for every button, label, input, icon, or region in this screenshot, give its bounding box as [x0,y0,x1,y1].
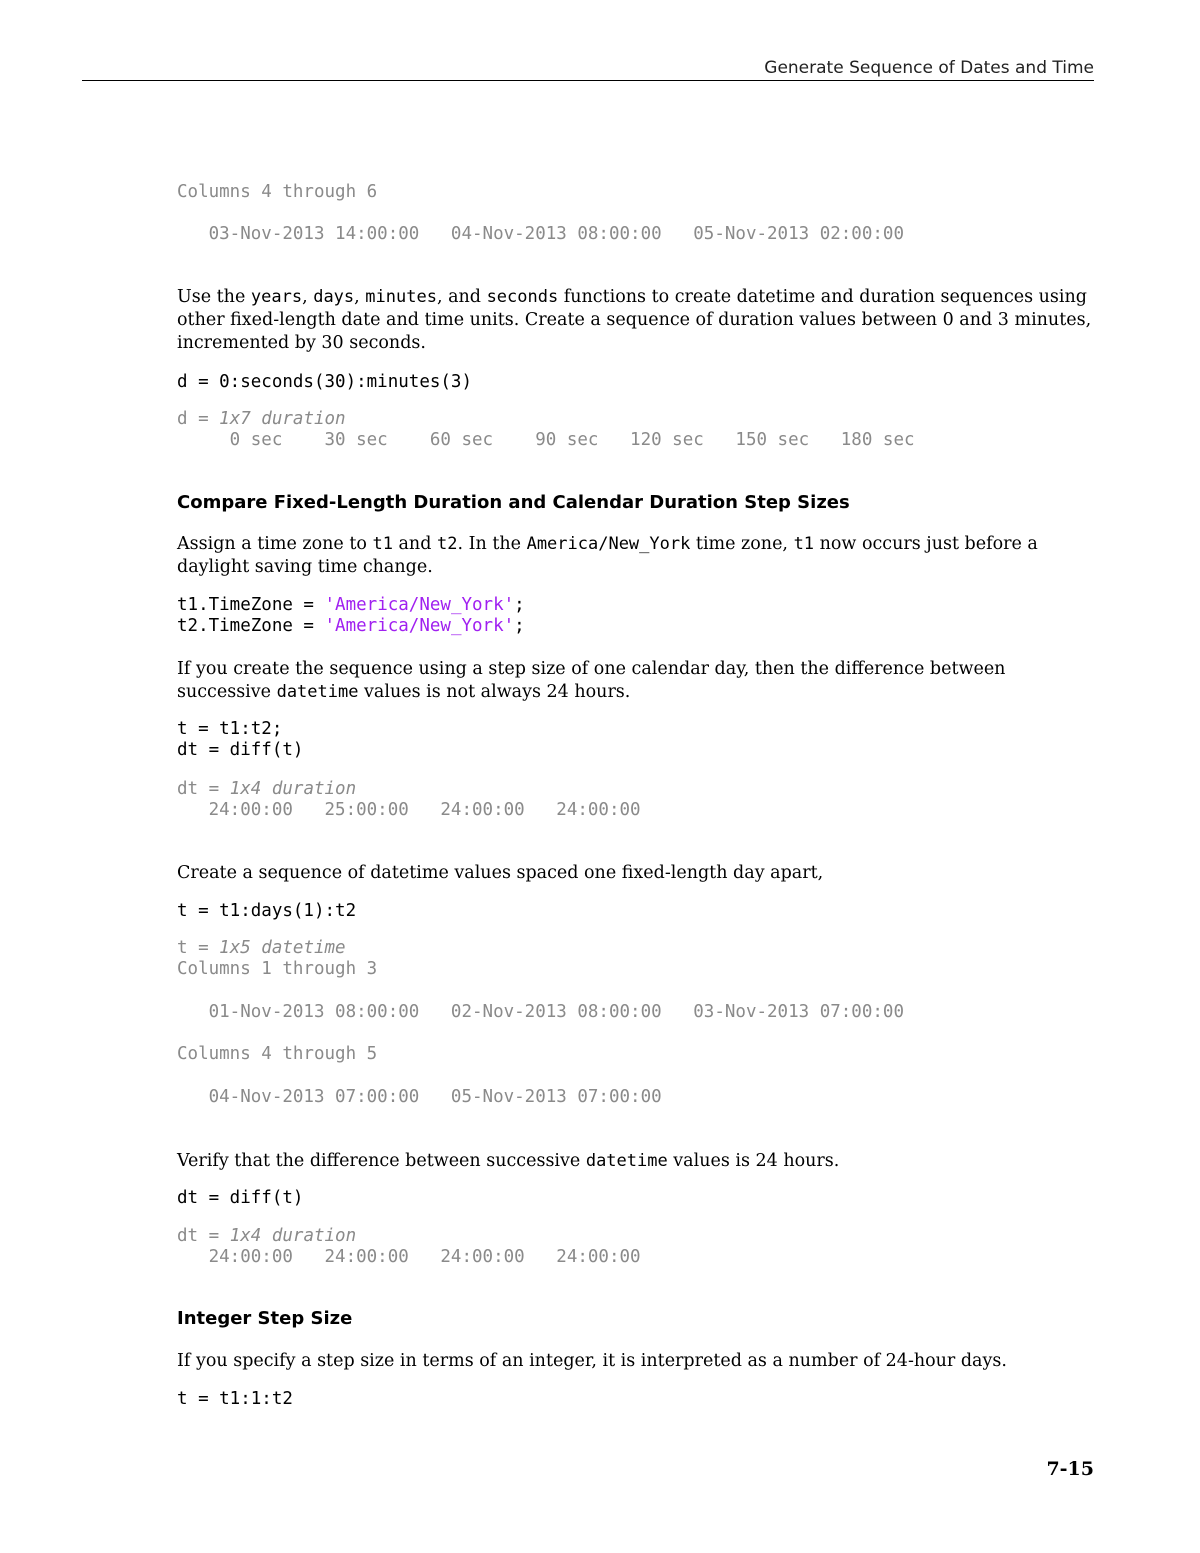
output-duration-values: 0 sec 30 sec 60 sec 90 sec 120 sec 150 sec 180 sec [177,430,915,450]
code-line-integer-step: t = t1:1:t2 [177,1389,293,1409]
code-line-diff: dt = diff(t) [177,740,304,760]
output-dt-verify-values: 24:00:00 24:00:00 24:00:00 24:00:00 [177,1247,641,1267]
output-dt-values: 24:00:00 25:00:00 24:00:00 24:00:00 [177,800,641,820]
code-line-days-step: t = t1:days(1):t2 [177,901,357,921]
paragraph-verify-difference: Verify that the difference between successive datetime values is 24 hours. [177,1151,840,1171]
output-columns-1-3-values: 01-Nov-2013 08:00:00 02-Nov-2013 08:00:00 03-Nov-2013 07:00:00 [177,1002,904,1022]
running-header-title: Generate Sequence of Dates and Time [764,58,1094,78]
paragraph-assign-time-zone: Assign a time zone to t1 and t2. In the America/New_York time zone, t1 now occurs just before a daylight saving time change. [177,534,1038,577]
paragraph-fixed-length-day: Create a sequence of datetime values spaced one fixed-length day apart, [177,863,824,883]
output-dt-verify-type: dt = 1x4 duration [177,1226,357,1246]
section-heading-compare: Compare Fixed-Length Duration and Calendar Duration Step Sizes [177,492,850,513]
code-line-t1-timezone: t1.TimeZone = 'America/New_York'; [177,595,525,615]
output-t-type: t = 1x5 datetime [177,938,346,958]
section-heading-integer-step: Integer Step Size [177,1308,353,1329]
paragraph-fixed-length-units: Use the years, days, minutes, and seconds functions to create datetime and duration sequences using other fixed-length date and time units. Create a sequence of duration values between 0 and 3 minutes, incremented by 30 seconds. [177,287,1092,353]
output-dt-type: dt = 1x4 duration [177,779,357,799]
paragraph-integer-step: If you specify a step size in terms of an integer, it is interpreted as a number of 24-hour days. [177,1351,1007,1371]
paragraph-calendar-day-step: If you create the sequence using a step size of one calendar day, then the difference between successive datetime values is not always 24 hours. [177,659,1006,702]
page-number: 7-15 [1046,1458,1094,1480]
code-line-diff-verify: dt = diff(t) [177,1188,304,1208]
output-columns-4-5-label: Columns 4 through 5 [177,1044,378,1064]
code-line-sequence: t = t1:t2; [177,719,283,739]
output-columns-1-3-label: Columns 1 through 3 [177,959,378,979]
header-rule [82,80,1094,81]
code-line-duration-sequence: d = 0:seconds(30):minutes(3) [177,372,473,392]
code-line-t2-timezone: t2.TimeZone = 'America/New_York'; [177,616,525,636]
output-columns-label: Columns 4 through 6 [177,182,378,202]
output-datetime-values: 03-Nov-2013 14:00:00 04-Nov-2013 08:00:00 05-Nov-2013 02:00:00 [177,224,904,244]
output-columns-4-5-values: 04-Nov-2013 07:00:00 05-Nov-2013 07:00:00 [177,1087,662,1107]
output-duration-type: d = 1x7 duration [177,409,346,429]
